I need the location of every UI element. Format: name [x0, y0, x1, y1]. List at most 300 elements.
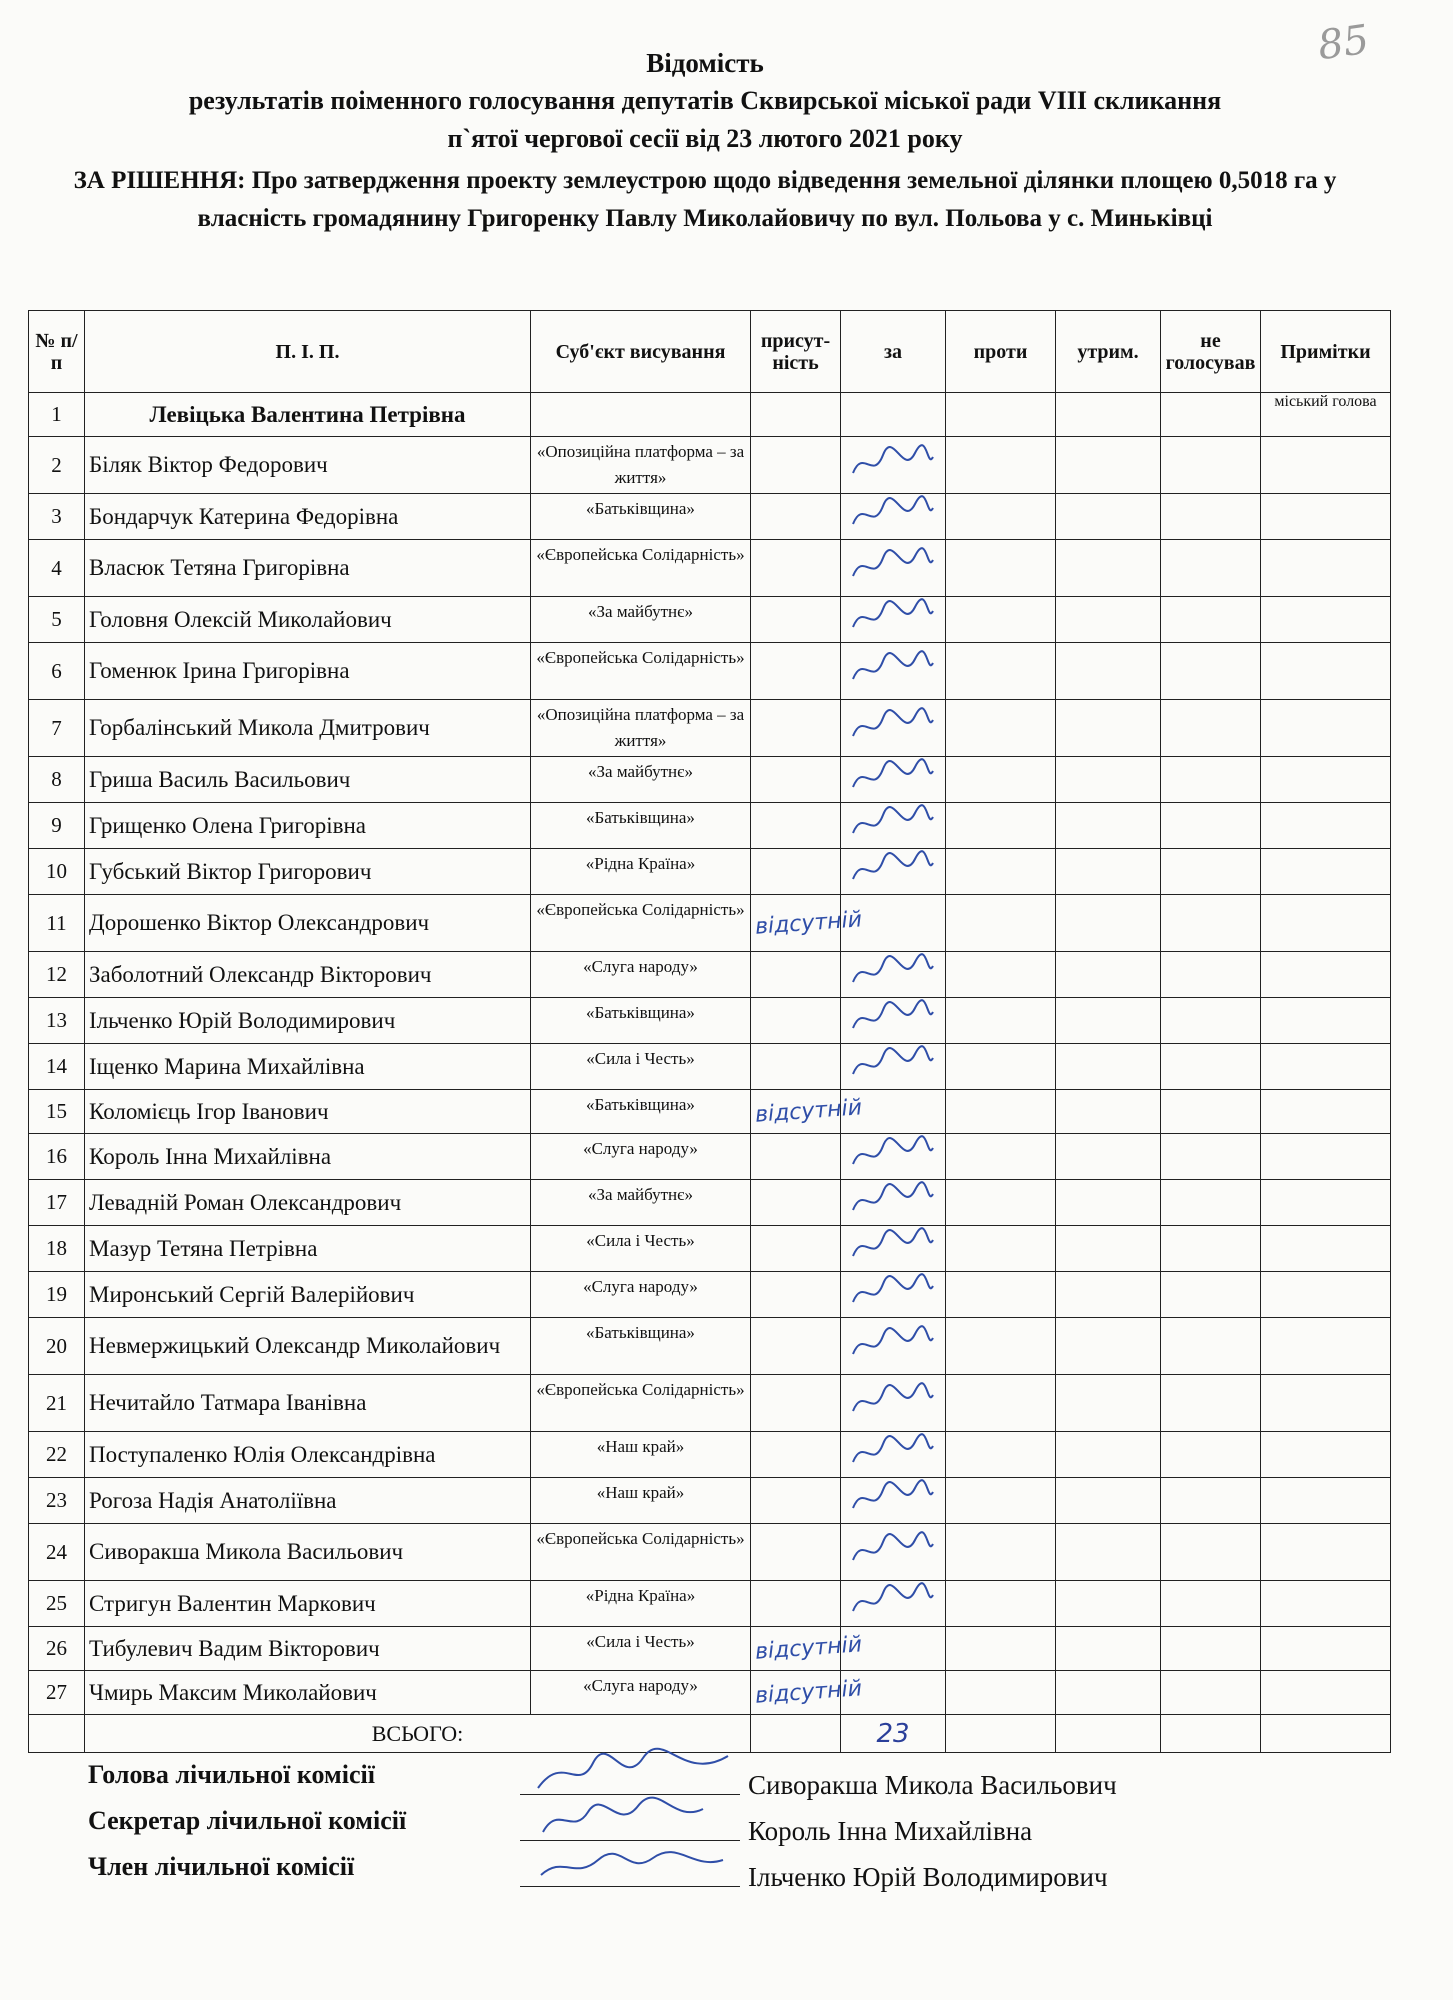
party-cell: «Європейська Солідарність» — [531, 895, 751, 952]
abstain-cell — [1056, 1524, 1161, 1581]
not-voted-cell — [1161, 1044, 1261, 1090]
against-cell — [946, 1180, 1056, 1226]
row-number: 6 — [29, 643, 85, 700]
presence-cell — [751, 1226, 841, 1272]
note-cell — [1261, 1272, 1391, 1318]
against-cell — [946, 1134, 1056, 1180]
note-cell — [1261, 1524, 1391, 1581]
presence-cell — [751, 803, 841, 849]
for-cell — [841, 1134, 946, 1180]
presence-cell — [751, 952, 841, 998]
for-cell — [841, 1581, 946, 1627]
against-cell — [946, 1375, 1056, 1432]
against-cell — [946, 393, 1056, 437]
not-voted-cell — [1161, 393, 1261, 437]
presence-cell — [751, 1671, 863, 1715]
party-cell: «Батьківщина» — [531, 494, 751, 540]
signature-icon — [533, 1840, 733, 1890]
commission-block — [88, 1760, 1288, 1898]
row-number: 21 — [29, 1375, 85, 1432]
row-number: 20 — [29, 1318, 85, 1375]
signature-icon — [845, 597, 935, 637]
party-cell: «Слуга народу» — [531, 1134, 751, 1180]
signature-icon — [845, 757, 935, 797]
row-number: 16 — [29, 1134, 85, 1180]
deputy-name: Біляк Віктор Федорович — [85, 437, 531, 494]
deputy-name: Гоменюк Ірина Григорівна — [85, 643, 531, 700]
against-cell — [946, 1090, 1056, 1134]
party-cell: «Опозиційна платформа – за життя» — [531, 437, 751, 494]
table-row — [29, 757, 1391, 803]
table-row — [29, 393, 1391, 437]
document-header — [30, 44, 1380, 238]
table-row — [29, 998, 1391, 1044]
party-cell: «Опозиційна платформа – за життя» — [531, 700, 751, 757]
col-name: П. І. П. — [85, 311, 531, 393]
against-cell — [946, 803, 1056, 849]
against-cell — [946, 1226, 1056, 1272]
signature-icon — [845, 546, 935, 586]
table-row — [29, 700, 1391, 757]
against-cell — [946, 1318, 1056, 1375]
abstain-cell — [1056, 1180, 1161, 1226]
presence-cell — [751, 597, 841, 643]
abstain-cell — [1056, 1671, 1161, 1715]
for-cell — [841, 757, 946, 803]
note-cell — [1261, 597, 1391, 643]
deputy-name: Грищенко Олена Григорівна — [85, 803, 531, 849]
presence-cell — [751, 1090, 863, 1134]
secretary-name: Король Інна Михайлівна — [748, 1816, 1033, 1846]
not-voted-cell — [1161, 1375, 1261, 1432]
col-against: проти — [946, 311, 1056, 393]
signature-icon — [845, 1134, 935, 1174]
col-not-voted: не голосував — [1161, 311, 1261, 393]
table-row — [29, 803, 1391, 849]
signature-icon — [845, 1530, 935, 1570]
absent-mark: відсутній — [754, 1632, 863, 1665]
signature-icon — [845, 803, 935, 843]
abstain-cell — [1056, 998, 1161, 1044]
signature-icon — [845, 998, 935, 1038]
abstain-cell — [1056, 1318, 1161, 1375]
row-number: 13 — [29, 998, 85, 1044]
presence-cell — [751, 1180, 841, 1226]
against-cell — [946, 1432, 1056, 1478]
table-row — [29, 1226, 1391, 1272]
party-cell: «Батьківщина» — [531, 1318, 751, 1375]
row-number: 25 — [29, 1581, 85, 1627]
table-row — [29, 1272, 1391, 1318]
signature-icon — [845, 1381, 935, 1421]
signature-icon — [533, 1794, 733, 1844]
session-line: п`ятої чергової сесії від 23 лютого 2021 року — [447, 124, 963, 153]
party-cell — [531, 393, 751, 437]
col-num: № п/п — [29, 311, 85, 393]
signature-icon — [845, 649, 935, 689]
abstain-cell — [1056, 494, 1161, 540]
party-cell: «Рідна Країна» — [531, 849, 751, 895]
against-cell — [946, 895, 1056, 952]
deputy-name: Стригун Валентин Маркович — [85, 1581, 531, 1627]
table-row — [29, 1044, 1391, 1090]
signature-icon — [845, 1044, 935, 1084]
col-note: Примітки — [1261, 311, 1391, 393]
row-number: 1 — [29, 393, 85, 437]
member-name: Ільченко Юрій Володимирович — [748, 1862, 1108, 1892]
deputy-name: Коломієць Ігор Іванович — [85, 1090, 531, 1134]
for-cell — [841, 597, 946, 643]
table-row — [29, 952, 1391, 998]
for-cell — [841, 1044, 946, 1090]
row-number: 15 — [29, 1090, 85, 1134]
not-voted-cell — [1161, 1627, 1261, 1671]
note-cell — [1261, 1226, 1391, 1272]
document-title: Відомість — [646, 48, 764, 78]
against-cell — [946, 1581, 1056, 1627]
party-cell: «Наш край» — [531, 1432, 751, 1478]
presence-cell — [751, 1478, 841, 1524]
not-voted-cell — [1161, 1272, 1261, 1318]
table-header — [29, 311, 1391, 393]
abstain-cell — [1056, 597, 1161, 643]
against-cell — [946, 1044, 1056, 1090]
note-cell — [1261, 437, 1391, 494]
for-cell — [841, 1180, 946, 1226]
deputy-name: Ільченко Юрій Володимирович — [85, 998, 531, 1044]
against-cell — [946, 952, 1056, 998]
chair-role: Голова лічильної комісії — [88, 1760, 375, 1789]
signature-icon — [845, 952, 935, 992]
deputy-name: Головня Олексій Миколайович — [85, 597, 531, 643]
absent-mark: відсутній — [754, 1676, 863, 1709]
deputy-name: Король Інна Михайлівна — [85, 1134, 531, 1180]
member-role: Член лічильної комісії — [88, 1852, 355, 1881]
against-cell — [946, 998, 1056, 1044]
not-voted-cell — [1161, 494, 1261, 540]
against-cell — [946, 1478, 1056, 1524]
for-cell — [841, 1272, 946, 1318]
against-cell — [946, 643, 1056, 700]
abstain-cell — [1056, 437, 1161, 494]
not-voted-cell — [1161, 1318, 1261, 1375]
deputy-name: Дорошенко Віктор Олександрович — [85, 895, 531, 952]
abstain-cell — [1056, 393, 1161, 437]
not-voted-cell — [1161, 849, 1261, 895]
signature-icon — [845, 494, 935, 534]
deputy-name: Миронський Сергій Валерійович — [85, 1272, 531, 1318]
not-voted-cell — [1161, 952, 1261, 998]
presence-cell — [751, 895, 863, 952]
note-cell — [1261, 1090, 1391, 1134]
table-row — [29, 1090, 1391, 1134]
abstain-cell — [1056, 1226, 1161, 1272]
row-number: 17 — [29, 1180, 85, 1226]
row-number: 8 — [29, 757, 85, 803]
signature-icon — [533, 1748, 733, 1798]
table-row — [29, 1524, 1391, 1581]
deputy-name: Левіцька Валентина Петрівна — [85, 393, 531, 437]
party-cell: «Сила і Честь» — [531, 1226, 751, 1272]
note-cell — [1261, 849, 1391, 895]
presence-cell — [751, 1432, 841, 1478]
not-voted-cell — [1161, 1090, 1261, 1134]
for-cell — [841, 1318, 946, 1375]
note-cell — [1261, 1044, 1391, 1090]
row-number: 3 — [29, 494, 85, 540]
not-voted-cell — [1161, 803, 1261, 849]
table-row — [29, 643, 1391, 700]
note-cell — [1261, 1478, 1391, 1524]
signature-icon — [845, 1432, 935, 1472]
table-row — [29, 540, 1391, 597]
for-cell — [841, 998, 946, 1044]
party-cell: «Європейська Солідарність» — [531, 643, 751, 700]
decision-text: ЗА РІШЕННЯ: Про затвердження проекту землеустрою щодо відведення земельної ділянки площею 0,5018 га у власність громадянину Григоренку Павлу Миколайовичу по вул. Польова у с. Миньківці — [73, 167, 1337, 232]
not-voted-cell — [1161, 895, 1261, 952]
presence-cell — [751, 700, 841, 757]
party-cell: «Сила і Честь» — [531, 1627, 751, 1671]
for-cell — [841, 1375, 946, 1432]
note-cell — [1261, 1627, 1391, 1671]
presence-cell — [751, 757, 841, 803]
table-row — [29, 849, 1391, 895]
row-number: 26 — [29, 1627, 85, 1671]
not-voted-cell — [1161, 1134, 1261, 1180]
chair-name: Сиворакша Микола Васильович — [748, 1770, 1117, 1800]
secretary-role: Секретар лічильної комісії — [88, 1806, 407, 1835]
deputy-name: Бондарчук Катерина Федорівна — [85, 494, 531, 540]
party-cell: «За майбутнє» — [531, 757, 751, 803]
not-voted-cell — [1161, 1581, 1261, 1627]
for-cell — [841, 494, 946, 540]
col-abstain: утрим. — [1056, 311, 1161, 393]
party-cell: «Рідна Країна» — [531, 1581, 751, 1627]
table-row — [29, 1627, 1391, 1671]
against-cell — [946, 849, 1056, 895]
col-party: Суб'єкт висування — [531, 311, 751, 393]
note-cell: міський голова — [1261, 393, 1391, 437]
table-row — [29, 1375, 1391, 1432]
note-cell — [1261, 1318, 1391, 1375]
row-number: 14 — [29, 1044, 85, 1090]
not-voted-cell — [1161, 1478, 1261, 1524]
row-number: 12 — [29, 952, 85, 998]
absent-mark: відсутній — [754, 1095, 863, 1128]
table-row — [29, 1432, 1391, 1478]
abstain-cell — [1056, 1090, 1161, 1134]
presence-cell — [751, 1581, 841, 1627]
party-cell: «Батьківщина» — [531, 803, 751, 849]
not-voted-cell — [1161, 1180, 1261, 1226]
presence-cell — [751, 540, 841, 597]
vote-table — [28, 310, 1391, 1753]
row-number: 23 — [29, 1478, 85, 1524]
presence-cell — [751, 998, 841, 1044]
party-cell: «За майбутнє» — [531, 597, 751, 643]
row-number: 9 — [29, 803, 85, 849]
for-cell — [841, 1226, 946, 1272]
presence-cell — [751, 849, 841, 895]
against-cell — [946, 1524, 1056, 1581]
table-row — [29, 1478, 1391, 1524]
not-voted-cell — [1161, 1226, 1261, 1272]
signature-line — [520, 1886, 740, 1887]
signature-icon — [845, 1272, 935, 1312]
signature-icon — [845, 1180, 935, 1220]
signature-icon — [845, 1324, 935, 1364]
party-cell: «Європейська Солідарність» — [531, 1375, 751, 1432]
presence-cell — [751, 1375, 841, 1432]
total-for: 23 — [841, 1715, 946, 1753]
not-voted-cell — [1161, 540, 1261, 597]
for-cell — [841, 540, 946, 597]
row-number: 27 — [29, 1671, 85, 1715]
presence-cell — [751, 494, 841, 540]
absent-mark: відсутній — [754, 906, 863, 940]
for-cell — [841, 437, 946, 494]
for-cell — [841, 952, 946, 998]
note-cell — [1261, 1375, 1391, 1432]
table-row — [29, 1318, 1391, 1375]
row-number: 4 — [29, 540, 85, 597]
note-cell — [1261, 1671, 1391, 1715]
for-cell — [841, 1478, 946, 1524]
signature-icon — [845, 443, 935, 483]
abstain-cell — [1056, 1478, 1161, 1524]
note-cell — [1261, 700, 1391, 757]
party-cell: «Слуга народу» — [531, 1272, 751, 1318]
deputy-name: Сиворакша Микола Васильович — [85, 1524, 531, 1581]
note-cell — [1261, 1432, 1391, 1478]
table-row — [29, 597, 1391, 643]
against-cell — [946, 494, 1056, 540]
for-cell — [841, 1524, 946, 1581]
for-cell — [841, 803, 946, 849]
abstain-cell — [1056, 643, 1161, 700]
signature-icon — [845, 849, 935, 889]
abstain-cell — [1056, 803, 1161, 849]
note-cell — [1261, 895, 1391, 952]
for-cell — [841, 700, 946, 757]
presence-cell — [751, 1318, 841, 1375]
deputy-name: Поступаленко Юлія Олександрівна — [85, 1432, 531, 1478]
not-voted-cell — [1161, 1524, 1261, 1581]
note-cell — [1261, 998, 1391, 1044]
table-row — [29, 1180, 1391, 1226]
presence-cell — [751, 393, 841, 437]
deputy-name: Власюк Тетяна Григорівна — [85, 540, 531, 597]
col-present: присут-ність — [751, 311, 841, 393]
for-cell — [841, 1432, 946, 1478]
abstain-cell — [1056, 1375, 1161, 1432]
party-cell: «Наш край» — [531, 1478, 751, 1524]
note-cell — [1261, 1581, 1391, 1627]
table-row — [29, 1581, 1391, 1627]
deputy-name: Чмирь Максим Миколайович — [85, 1671, 531, 1715]
row-number: 5 — [29, 597, 85, 643]
abstain-cell — [1056, 952, 1161, 998]
page-number: 85 — [1315, 16, 1372, 70]
abstain-cell — [1056, 1134, 1161, 1180]
deputy-name: Заболотний Олександр Вікторович — [85, 952, 531, 998]
party-cell: «Європейська Солідарність» — [531, 540, 751, 597]
table-row — [29, 437, 1391, 494]
against-cell — [946, 437, 1056, 494]
not-voted-cell — [1161, 1432, 1261, 1478]
row-number: 11 — [29, 895, 85, 952]
note-cell — [1261, 757, 1391, 803]
deputy-name: Іщенко Марина Михайлівна — [85, 1044, 531, 1090]
presence-cell — [751, 1627, 863, 1671]
against-cell — [946, 700, 1056, 757]
for-cell — [841, 643, 946, 700]
not-voted-cell — [1161, 700, 1261, 757]
abstain-cell — [1056, 1272, 1161, 1318]
presence-cell — [751, 1272, 841, 1318]
row-number: 18 — [29, 1226, 85, 1272]
total-label: ВСЬОГО: — [85, 1715, 751, 1753]
note-cell — [1261, 952, 1391, 998]
party-cell: «Батьківщина» — [531, 1090, 751, 1134]
commission-member — [88, 1852, 1288, 1898]
table-row — [29, 494, 1391, 540]
party-cell: «Європейська Солідарність» — [531, 1524, 751, 1581]
note-cell — [1261, 1134, 1391, 1180]
against-cell — [946, 1272, 1056, 1318]
deputy-name: Гриша Василь Васильович — [85, 757, 531, 803]
deputy-name: Нечитайло Татмара Іванівна — [85, 1375, 531, 1432]
deputy-name: Губський Віктор Григорович — [85, 849, 531, 895]
for-cell — [841, 393, 946, 437]
against-cell — [946, 597, 1056, 643]
party-cell: «За майбутнє» — [531, 1180, 751, 1226]
abstain-cell — [1056, 540, 1161, 597]
table-row — [29, 1671, 1391, 1715]
not-voted-cell — [1161, 597, 1261, 643]
presence-cell — [751, 1524, 841, 1581]
not-voted-cell — [1161, 437, 1261, 494]
presence-cell — [751, 437, 841, 494]
deputy-name: Левадній Роман Олександрович — [85, 1180, 531, 1226]
table-row — [29, 1134, 1391, 1180]
against-cell — [946, 540, 1056, 597]
signature-icon — [845, 1581, 935, 1621]
deputy-name: Невмержицький Олександр Миколайович — [85, 1318, 531, 1375]
for-cell — [841, 849, 946, 895]
not-voted-cell — [1161, 998, 1261, 1044]
party-cell: «Сила і Честь» — [531, 1044, 751, 1090]
row-number: 22 — [29, 1432, 85, 1478]
presence-cell — [751, 1134, 841, 1180]
row-number: 10 — [29, 849, 85, 895]
abstain-cell — [1056, 1432, 1161, 1478]
row-number: 19 — [29, 1272, 85, 1318]
abstain-cell — [1056, 757, 1161, 803]
not-voted-cell — [1161, 643, 1261, 700]
against-cell — [946, 1671, 1056, 1715]
presence-cell — [751, 643, 841, 700]
not-voted-cell — [1161, 1671, 1261, 1715]
party-cell: «Батьківщина» — [531, 998, 751, 1044]
deputy-name: Мазур Тетяна Петрівна — [85, 1226, 531, 1272]
row-number: 2 — [29, 437, 85, 494]
not-voted-cell — [1161, 757, 1261, 803]
signature-icon — [845, 1478, 935, 1518]
party-cell: «Слуга народу» — [531, 952, 751, 998]
signature-icon — [845, 706, 935, 746]
document-subtitle: результатів поіменного голосування депутатів Сквирської міської ради VIII скликання — [188, 86, 1222, 115]
